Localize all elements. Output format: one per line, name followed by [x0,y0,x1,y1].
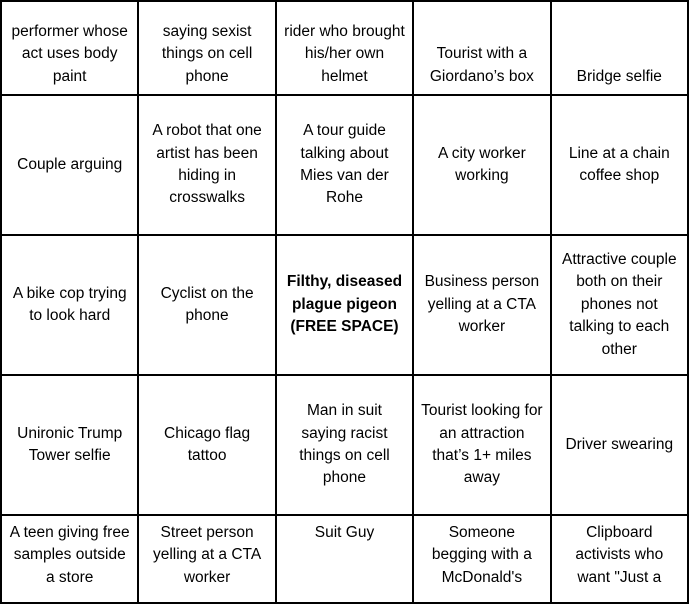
bingo-cell-text: saying sexist things on cell phone [161,22,253,85]
bingo-row [1,95,688,235]
bingo-cell[interactable] [551,375,688,515]
bingo-cell-text: Business person yelling at a CTA worker [424,273,540,336]
bingo-cell[interactable] [138,235,275,375]
bingo-cell[interactable] [413,95,550,235]
bingo-cell-text: rider who brought his/her own helmet [284,22,405,85]
bingo-cell[interactable] [551,515,688,603]
bingo-cell-text: A robot that one artist has been hiding in crosswalks [152,122,262,207]
bingo-cell[interactable] [551,95,688,235]
bingo-cell-free-space[interactable] [276,235,413,375]
bingo-cell[interactable] [138,375,275,515]
bingo-cell[interactable] [1,515,138,603]
bingo-cell-text: Attractive couple both on their phones not talking to each other [561,250,677,358]
bingo-cell[interactable] [1,1,138,95]
bingo-cell-text: Chicago flag tattoo [164,424,251,464]
bingo-cell-text: Someone begging with a McDonald's [431,524,532,586]
bingo-cell[interactable] [1,375,138,515]
bingo-cell-text: Driver swearing [565,435,674,453]
bingo-cell-text: Unironic Trump Tower selfie [17,424,123,464]
bingo-cell[interactable] [276,515,413,603]
bingo-cell-text: Clipboard activists who want "Just a [575,524,664,586]
bingo-cell-text: A city worker working [437,144,526,184]
bingo-row [1,235,688,375]
bingo-cell[interactable] [1,95,138,235]
bingo-row [1,1,688,95]
bingo-cell-text: A bike cop trying to look hard [12,284,127,324]
bingo-cell[interactable] [276,1,413,95]
bingo-cell-text: Suit Guy [314,524,375,541]
bingo-cell-text: Bridge selfie [576,67,662,85]
bingo-cell[interactable] [551,1,688,95]
bingo-cell-text: A tour guide talking about Mies van der Rohe [300,122,389,207]
bingo-cell[interactable] [413,235,550,375]
bingo-cell[interactable] [413,515,550,603]
bingo-cell[interactable] [138,515,275,603]
bingo-cell[interactable] [276,95,413,235]
bingo-cell-text: Man in suit saying racist things on cell phone [299,402,390,487]
bingo-cell-text: A teen giving free samples outside a store [9,524,130,586]
bingo-cell-text: Tourist with a Giordano’s box [429,45,534,85]
bingo-cell[interactable] [413,1,550,95]
bingo-cell[interactable] [138,95,275,235]
bingo-cell-text: Cyclist on the phone [160,284,254,324]
bingo-cell[interactable] [1,235,138,375]
bingo-cell-text: performer whose act uses body paint [11,22,128,85]
bingo-row [1,515,688,603]
bingo-cell[interactable] [413,375,550,515]
bingo-cell-text: Filthy, diseased plague pigeon (FREE SPACE) [286,273,403,336]
bingo-cell-text: Couple arguing [17,155,123,173]
bingo-cell[interactable] [138,1,275,95]
bingo-cell[interactable] [551,235,688,375]
bingo-cell-text: Tourist looking for an attraction that’s 1+ miles away [421,402,543,487]
bingo-cell-text: Line at a chain coffee shop [568,144,670,184]
bingo-cell[interactable] [276,375,413,515]
bingo-row [1,375,688,515]
bingo-cell-text: Street person yelling at a CTA worker [152,524,262,586]
